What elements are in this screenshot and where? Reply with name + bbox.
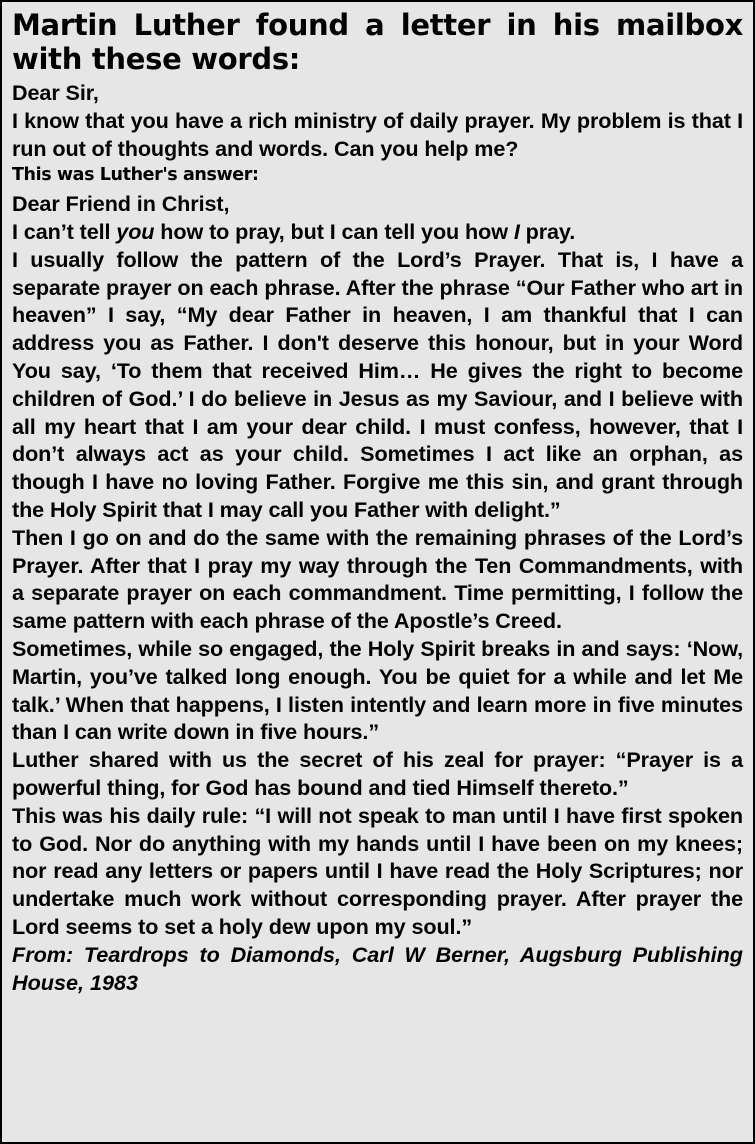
- letter-salutation: Dear Sir,: [12, 80, 99, 105]
- article-body: [12, 79, 743, 941]
- source-citation: From: Teardrops to Diamonds, Carl W Berner, Augsburg Publishing House, 1983: [12, 941, 743, 995]
- answer-first-line-part1: I can’t tell: [12, 218, 117, 244]
- answer-paragraph-2: Then I go on and do the same with the remaining phrases of the Lord’s Prayer. After that I pray my way through the Ten Commandments, with a separate prayer on each commandment. Time permitting, I follow the same pattern with each phrase of the Apostle’s Creed.: [12, 524, 743, 634]
- answer-first-line-part3: pray.: [519, 218, 576, 244]
- answer-paragraph-1: I usually follow the pattern of the Lord’s Prayer. That is, I have a separate prayer on each phrase. After the phrase “Our Father who art in heaven” I say, “My dear Father in heaven, I am thankful that I can address you as Father. I don't deserve this honour, but in your Word You say, ‘To them that received Him… He gives the right to become children of God.’ I do believe in Jesus as my Saviour, and I believe with all my heart that I am your dear child. I must confess, however, that I don’t always act as your child. Sometimes I act like an orphan, as though I have no loving Father. Forgive me this sin, and grant through the Holy Spirit that I may call you Father with delight.”: [12, 246, 743, 522]
- emphasis-you: you: [116, 218, 155, 244]
- letter-body: I know that you have a rich ministry of daily prayer. My problem is that I run out of thoughts and words. Can you help me?: [12, 107, 743, 161]
- answer-salutation: Dear Friend in Christ,: [12, 191, 230, 217]
- emphasis-i: I: [513, 218, 520, 244]
- article-title: Martin Luther found a letter in his mailbox with these words:: [12, 8, 743, 76]
- zeal-paragraph: Luther shared with us the secret of his zeal for prayer: “Prayer is a powerful thing, for God has bound and tied Himself thereto.”: [12, 747, 743, 800]
- answer-first-line: [12, 218, 743, 246]
- answer-first-line-part2: how to pray, but I can tell you how: [154, 218, 514, 244]
- answer-paragraph-3: Sometimes, while so engaged, the Holy Spirit breaks in and says: ‘Now, Martin, you’ve talked long enough. You be quiet for a while and let Me talk.’ When that happens, I listen intently and learn more in five minutes than I can write down in five hours.”: [12, 635, 743, 745]
- daily-rule-paragraph: This was his daily rule: “I will not speak to man until I have first spoken to God. Nor do anything with my hands until I have been on my knees; nor read any letters or papers until I have read the Holy Scriptures; nor undertake much work without corresponding prayer. After prayer the Lord seems to set a holy dew upon my soul.”: [12, 802, 743, 939]
- answer-label: This was Luther's answer:: [12, 165, 259, 186]
